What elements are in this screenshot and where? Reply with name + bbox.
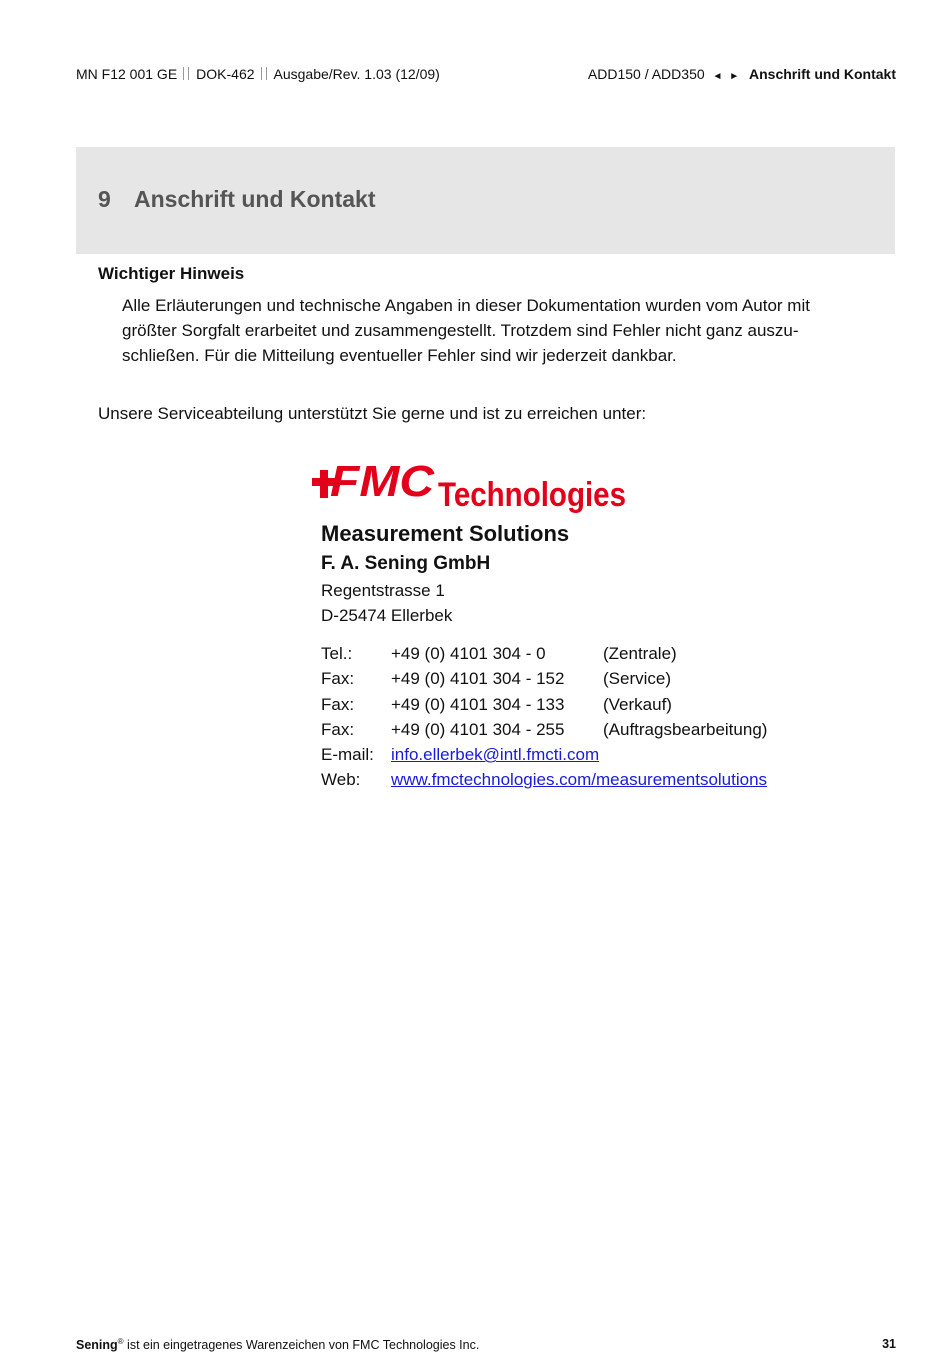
contact-note: (Service) xyxy=(603,669,672,689)
header-product: ADD150 / ADD350 xyxy=(587,66,705,82)
contact-label: Fax: xyxy=(321,669,355,689)
registered-icon: ® xyxy=(117,1337,124,1346)
contact-label: Tel.: xyxy=(321,644,353,663)
chapter-title: Anschrift und Kontakt xyxy=(134,186,376,212)
city-address: D-25474 Ellerbek xyxy=(321,606,453,625)
footer-brand: Sening xyxy=(76,1338,118,1353)
chapter-banner xyxy=(76,147,895,254)
web-link[interactable]: www.fmctechnologies.com/measurementsolutions xyxy=(391,770,768,790)
logo-brand-text: FMC xyxy=(330,457,436,506)
footer-text: ist ein eingetragenes Warenzeichen von FMC Technologies Inc. xyxy=(123,1338,480,1353)
fax-number: +49 (0) 4101 304 - 133 xyxy=(391,694,565,714)
notice-line: schließen. Für die Mitteilung eventueller Fehler sind wir jederzeit dankbar. xyxy=(122,346,677,365)
contact-note: (Auftragsbearbeitung) xyxy=(603,719,768,739)
nav-arrows-icon: ◄ ► xyxy=(712,71,742,82)
notice-line: größter Sorgfalt erarbeitet und zusammengestellt. Trotzdem sind Fehler nicht ganz auszu- xyxy=(122,321,799,340)
email-label: E-mail: xyxy=(321,745,374,765)
fmc-logo-icon xyxy=(308,458,628,516)
fmc-technologies-logo xyxy=(308,458,628,516)
street-address: Regentstrasse 1 xyxy=(321,581,445,600)
division-name: Measurement Solutions xyxy=(321,521,570,546)
service-text: Unsere Serviceabteilung unterstützt Sie gerne und ist zu erreichen unter: xyxy=(98,404,647,423)
page-header xyxy=(76,66,896,86)
phone-number: +49 (0) 4101 304 - 0 xyxy=(391,644,546,663)
header-separator xyxy=(183,67,189,80)
footer-trademark xyxy=(76,1337,479,1352)
header-separator xyxy=(261,67,267,80)
notice-heading: Wichtiger Hinweis xyxy=(98,264,245,283)
notice-body xyxy=(122,293,872,368)
header-revision: Ausgabe/Rev. 1.03 (12/09) xyxy=(273,66,440,82)
logo-word-text: Technologies xyxy=(438,476,626,514)
header-doc-info xyxy=(76,66,440,82)
page-footer xyxy=(76,1337,896,1355)
page-number: 31 xyxy=(882,1337,896,1351)
notice-line: Alle Erläuterungen und technische Angaben in dieser Dokumentation wurden vom Autor mit xyxy=(122,296,810,315)
header-section-info xyxy=(588,66,896,82)
fax-number: +49 (0) 4101 304 - 255 xyxy=(391,719,565,739)
header-doc-code: MN F12 001 GE xyxy=(76,66,178,82)
chapter-number: 9 xyxy=(98,186,111,212)
fax-number: +49 (0) 4101 304 - 152 xyxy=(391,669,565,689)
contact-note: (Zentrale) xyxy=(603,644,677,663)
chapter-heading xyxy=(98,186,376,213)
email-link[interactable]: info.ellerbek@intl.fmcti.com xyxy=(391,745,600,765)
contact-label: Fax: xyxy=(321,694,355,714)
web-label: Web: xyxy=(321,770,361,790)
company-name: F. A. Sening GmbH xyxy=(321,553,491,574)
contact-label: Fax: xyxy=(321,719,355,739)
header-doc-id: DOK-462 xyxy=(196,66,255,82)
header-section-title: Anschrift und Kontakt xyxy=(749,66,896,82)
contact-note: (Verkauf) xyxy=(603,694,672,714)
